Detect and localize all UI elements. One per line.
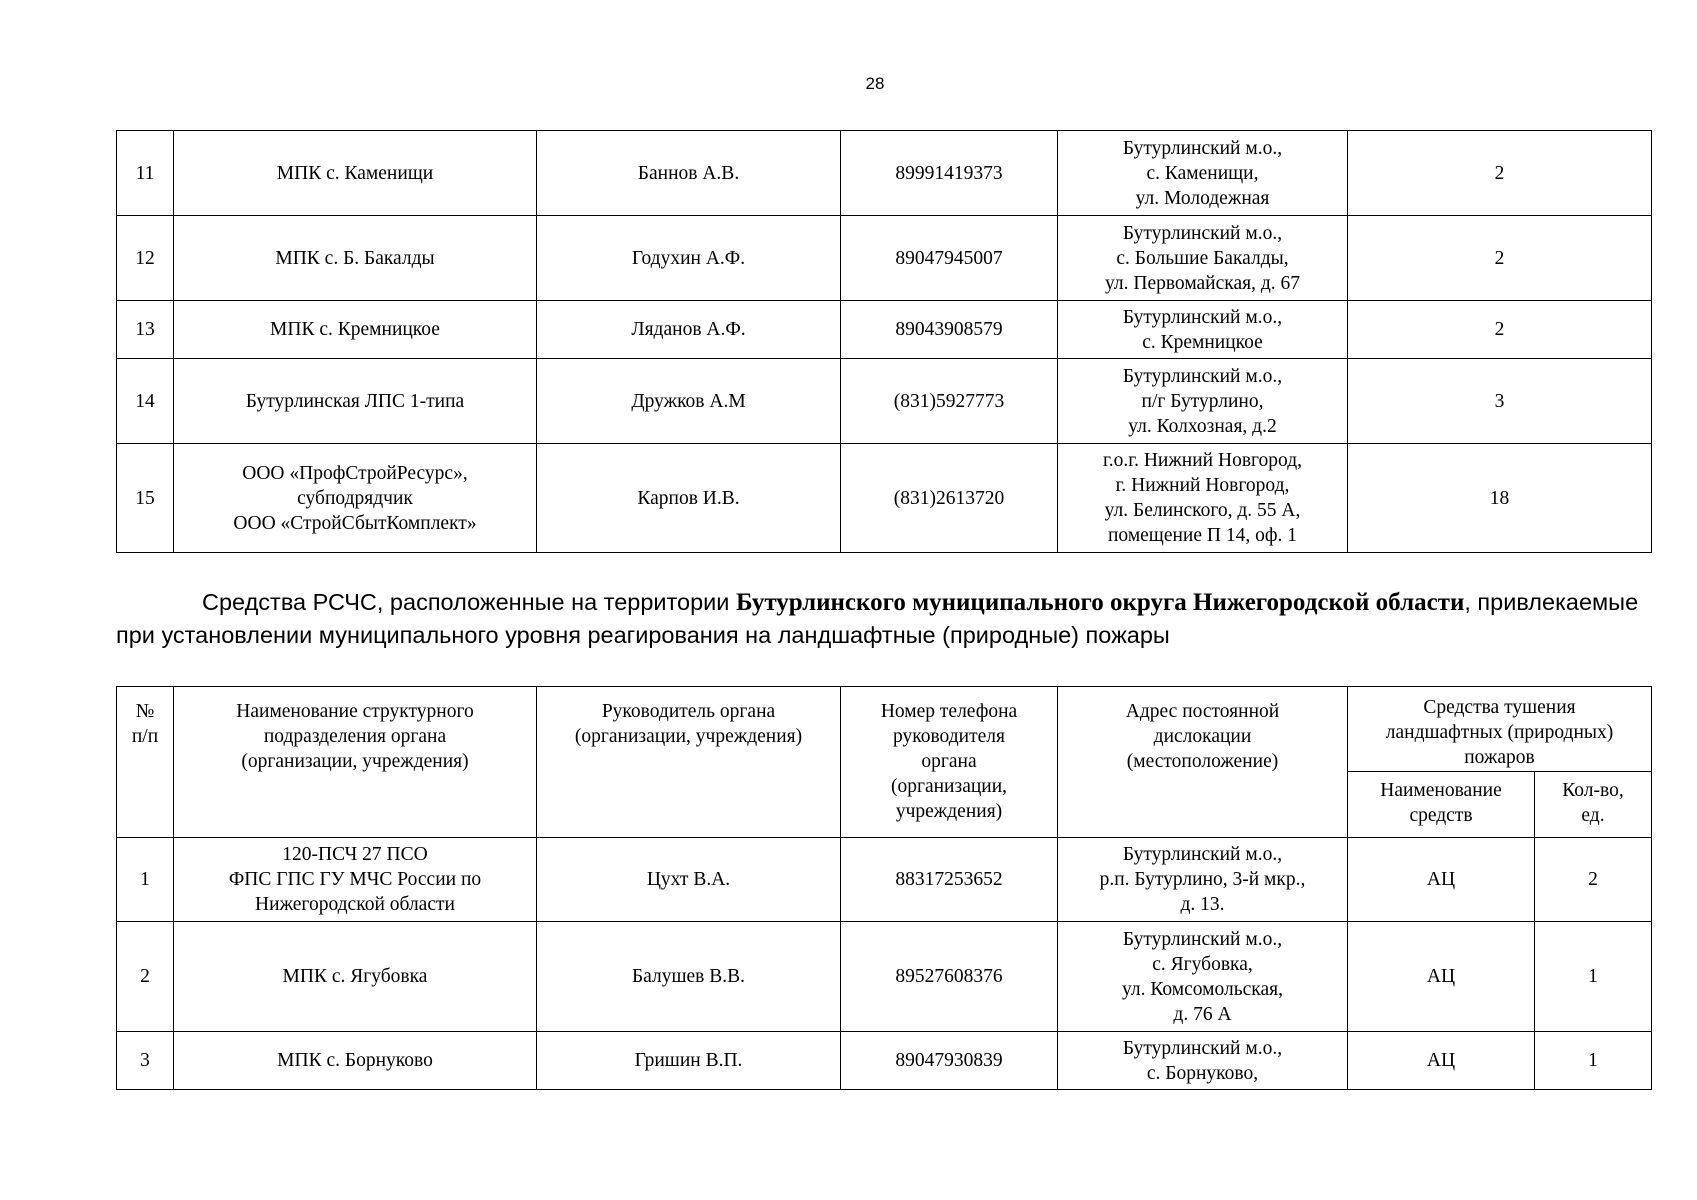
row-number: 14 bbox=[117, 359, 174, 444]
heading-text-end: , привлекаемые при установлении муниципального уровня реагирования на ландшафтные (природные) пожары bbox=[116, 589, 1639, 648]
unit-phone: (831)2613720 bbox=[841, 444, 1058, 553]
header-means: Средства тушения ландшафтных (природных) пожаров bbox=[1348, 687, 1652, 772]
means-name: АЦ bbox=[1348, 1032, 1535, 1090]
means-name: АЦ bbox=[1348, 838, 1535, 922]
table-row bbox=[117, 216, 1652, 301]
unit-phone: 89047930839 bbox=[841, 1032, 1058, 1090]
unit-phone: 88317253652 bbox=[841, 838, 1058, 922]
unit-address: Бутурлинский м.о., с. Ягубовка, ул. Комсомольская, д. 76 А bbox=[1058, 922, 1348, 1032]
unit-name: Бутурлинская ЛПС 1-типа bbox=[174, 359, 537, 444]
header-means-name: Наименование средств bbox=[1348, 772, 1535, 838]
unit-name: МПК с. Борнуково bbox=[174, 1032, 537, 1090]
table-row bbox=[117, 444, 1652, 553]
unit-head: Гришин В.П. bbox=[537, 1032, 841, 1090]
unit-address: Бутурлинский м.о., с. Каменищи, ул. Молодежная bbox=[1058, 131, 1348, 216]
unit-name: МПК с. Кремницкое bbox=[174, 301, 537, 359]
row-number: 2 bbox=[117, 922, 174, 1032]
means-count: 1 bbox=[1535, 922, 1652, 1032]
header-row bbox=[117, 687, 1652, 772]
table-row bbox=[117, 131, 1652, 216]
units-table-continued bbox=[116, 130, 1652, 553]
row-number: 13 bbox=[117, 301, 174, 359]
unit-name: МПК с. Каменищи bbox=[174, 131, 537, 216]
header-num: № п/п bbox=[117, 687, 174, 838]
unit-phone: 89047945007 bbox=[841, 216, 1058, 301]
means-count: 2 bbox=[1535, 838, 1652, 922]
unit-phone: (831)5927773 bbox=[841, 359, 1058, 444]
means-name: АЦ bbox=[1348, 922, 1535, 1032]
heading-text-bold: Бутурлинского муниципального округа Нижегородской области bbox=[735, 589, 1465, 616]
unit-head: Карпов И.В. bbox=[537, 444, 841, 553]
unit-name: МПК с. Ягубовка bbox=[174, 922, 537, 1032]
unit-head: Балушев В.В. bbox=[537, 922, 841, 1032]
header-phone: Номер телефона руководителя органа (организации, учреждения) bbox=[841, 687, 1058, 838]
table-row bbox=[117, 1032, 1652, 1090]
table-row bbox=[117, 922, 1652, 1032]
table-row bbox=[117, 359, 1652, 444]
section-heading bbox=[116, 586, 1653, 652]
unit-name: ООО «ПрофСтройРесурс», субподрядчик ООО «СтройСбытКомплект» bbox=[174, 444, 537, 553]
row-number: 15 bbox=[117, 444, 174, 553]
table-row bbox=[117, 838, 1652, 922]
header-unit-name: Наименование структурного подразделения органа (организации, учреждения) bbox=[174, 687, 537, 838]
header-unit-head: Руководитель органа (организации, учреждения) bbox=[537, 687, 841, 838]
unit-address: Бутурлинский м.о., р.п. Бутурлино, 3-й мкр., д. 13. bbox=[1058, 838, 1348, 922]
unit-head: Цухт В.А. bbox=[537, 838, 841, 922]
page-number: 28 bbox=[865, 74, 885, 93]
unit-phone: 89043908579 bbox=[841, 301, 1058, 359]
unit-count: 2 bbox=[1348, 216, 1652, 301]
unit-name: МПК с. Б. Бакалды bbox=[174, 216, 537, 301]
unit-head: Годухин А.Ф. bbox=[537, 216, 841, 301]
unit-head: Баннов А.В. bbox=[537, 131, 841, 216]
header-address: Адрес постоянной дислокации (местоположение) bbox=[1058, 687, 1348, 838]
row-number: 3 bbox=[117, 1032, 174, 1090]
unit-head: Дружков А.М bbox=[537, 359, 841, 444]
unit-name: 120-ПСЧ 27 ПСО ФПС ГПС ГУ МЧС России по Нижегородской области bbox=[174, 838, 537, 922]
unit-count: 18 bbox=[1348, 444, 1652, 553]
unit-address: Бутурлинский м.о., с. Кремницкое bbox=[1058, 301, 1348, 359]
unit-phone: 89527608376 bbox=[841, 922, 1058, 1032]
unit-count: 3 bbox=[1348, 359, 1652, 444]
means-count: 1 bbox=[1535, 1032, 1652, 1090]
unit-phone: 89991419373 bbox=[841, 131, 1058, 216]
table-row bbox=[117, 301, 1652, 359]
unit-address: Бутурлинский м.о., с. Большие Бакалды, ул. Первомайская, д. 67 bbox=[1058, 216, 1348, 301]
unit-address: Бутурлинский м.о., с. Борнуково, bbox=[1058, 1032, 1348, 1090]
row-number: 1 bbox=[117, 838, 174, 922]
rschs-means-table bbox=[116, 686, 1652, 1090]
row-number: 11 bbox=[117, 131, 174, 216]
unit-address: г.о.г. Нижний Новгород, г. Нижний Новгород, ул. Белинского, д. 55 А, помещение П 14, оф. 1 bbox=[1058, 444, 1348, 553]
row-number: 12 bbox=[117, 216, 174, 301]
unit-count: 2 bbox=[1348, 131, 1652, 216]
header-means-count: Кол-во, ед. bbox=[1535, 772, 1652, 838]
heading-text-start: Средства РСЧС, расположенные на территории bbox=[202, 589, 736, 615]
unit-address: Бутурлинский м.о., п/г Бутурлино, ул. Колхозная, д.2 bbox=[1058, 359, 1348, 444]
unit-head: Ляданов А.Ф. bbox=[537, 301, 841, 359]
unit-count: 2 bbox=[1348, 301, 1652, 359]
